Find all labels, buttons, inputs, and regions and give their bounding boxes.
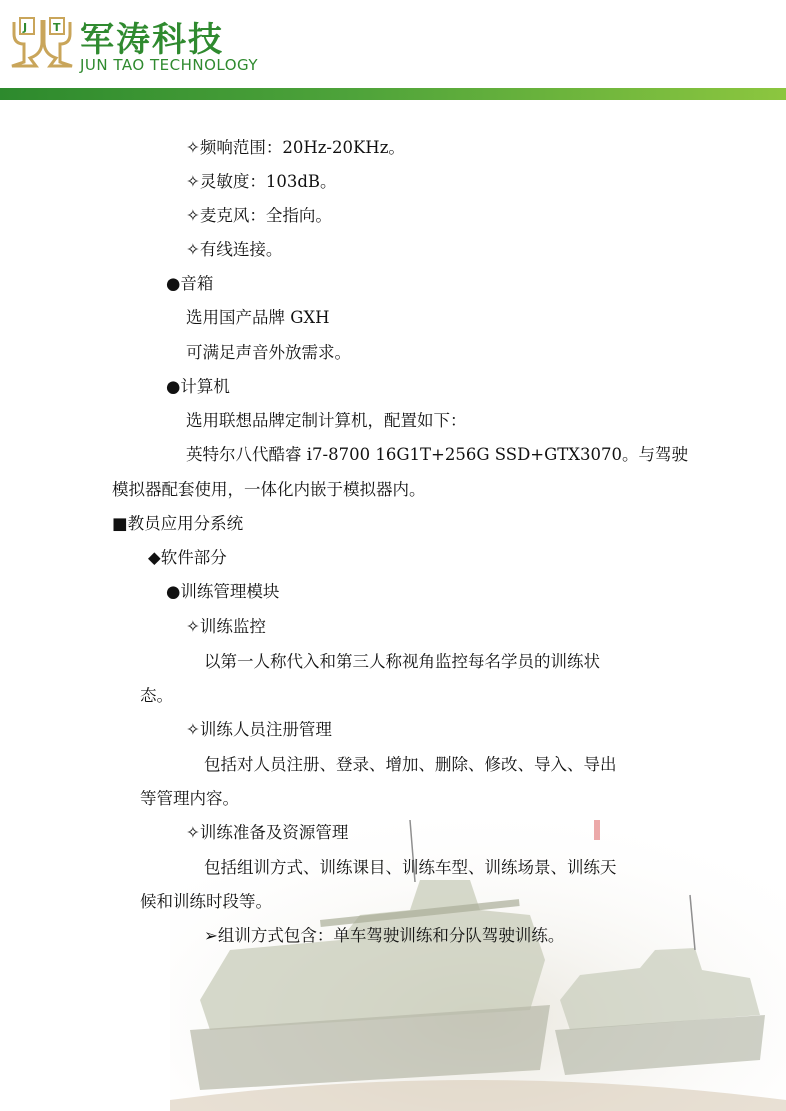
svg-text:J: J — [23, 21, 28, 34]
spec-microphone: ✧麦克风：全指向。 — [186, 206, 332, 225]
section-instructor-system: ■教员应用分系统 — [112, 514, 244, 533]
monitoring-desc-line-1: 以第一人称代入和第三人称视角监控每名学员的训练状 — [204, 652, 600, 671]
item-personnel-registration: ✧训练人员注册管理 — [186, 720, 332, 739]
monitoring-desc-line-2: 态。 — [140, 686, 173, 705]
section-speaker: ●音箱 — [166, 274, 214, 293]
svg-text:T: T — [53, 21, 61, 34]
resource-desc-line-1: 包括组训方式、训练课目、训练车型、训练场景、训练天 — [204, 858, 617, 877]
computer-spec-line-1: 英特尔八代酷睿 i7-8700 16G1T+256G SSD+GTX3070。与驾驶 — [186, 445, 689, 464]
header-divider-bar — [0, 88, 786, 100]
tank-background-illustration-icon — [170, 800, 786, 1111]
section-training-management: ●训练管理模块 — [166, 582, 280, 601]
company-logo-icon — [10, 14, 74, 70]
company-name-cn: 军涛科技 — [80, 20, 224, 60]
computer-intro: 选用联想品牌定制计算机，配置如下： — [186, 411, 467, 430]
speaker-description: 可满足声音外放需求。 — [186, 343, 351, 362]
section-software: ◆软件部分 — [148, 548, 227, 567]
registration-desc-line-1: 包括对人员注册、登录、增加、删除、修改、导入、导出 — [204, 755, 617, 774]
computer-spec-line-2: 模拟器配套使用，一体化内嵌于模拟器内。 — [112, 480, 426, 499]
item-training-monitoring: ✧训练监控 — [186, 617, 266, 636]
registration-desc-line-2: 等管理内容。 — [140, 789, 239, 808]
spec-wired-connection: ✧有线连接。 — [186, 240, 283, 259]
page-header — [0, 0, 786, 100]
resource-desc-line-2: 候和训练时段等。 — [140, 892, 272, 911]
item-resource-management: ✧训练准备及资源管理 — [186, 823, 349, 842]
spec-sensitivity: ✧灵敏度：103dB。 — [186, 172, 337, 191]
speaker-brand: 选用国产品牌 GXH — [186, 308, 330, 327]
spec-frequency-range: ✧频响范围：20Hz-20KHz。 — [186, 138, 405, 157]
section-computer: ●计算机 — [166, 377, 230, 396]
company-name-en: JUN TAO TECHNOLOGY — [80, 56, 259, 74]
training-modes: ➢组训方式包含：单车驾驶训练和分队驾驶训练。 — [204, 926, 565, 945]
